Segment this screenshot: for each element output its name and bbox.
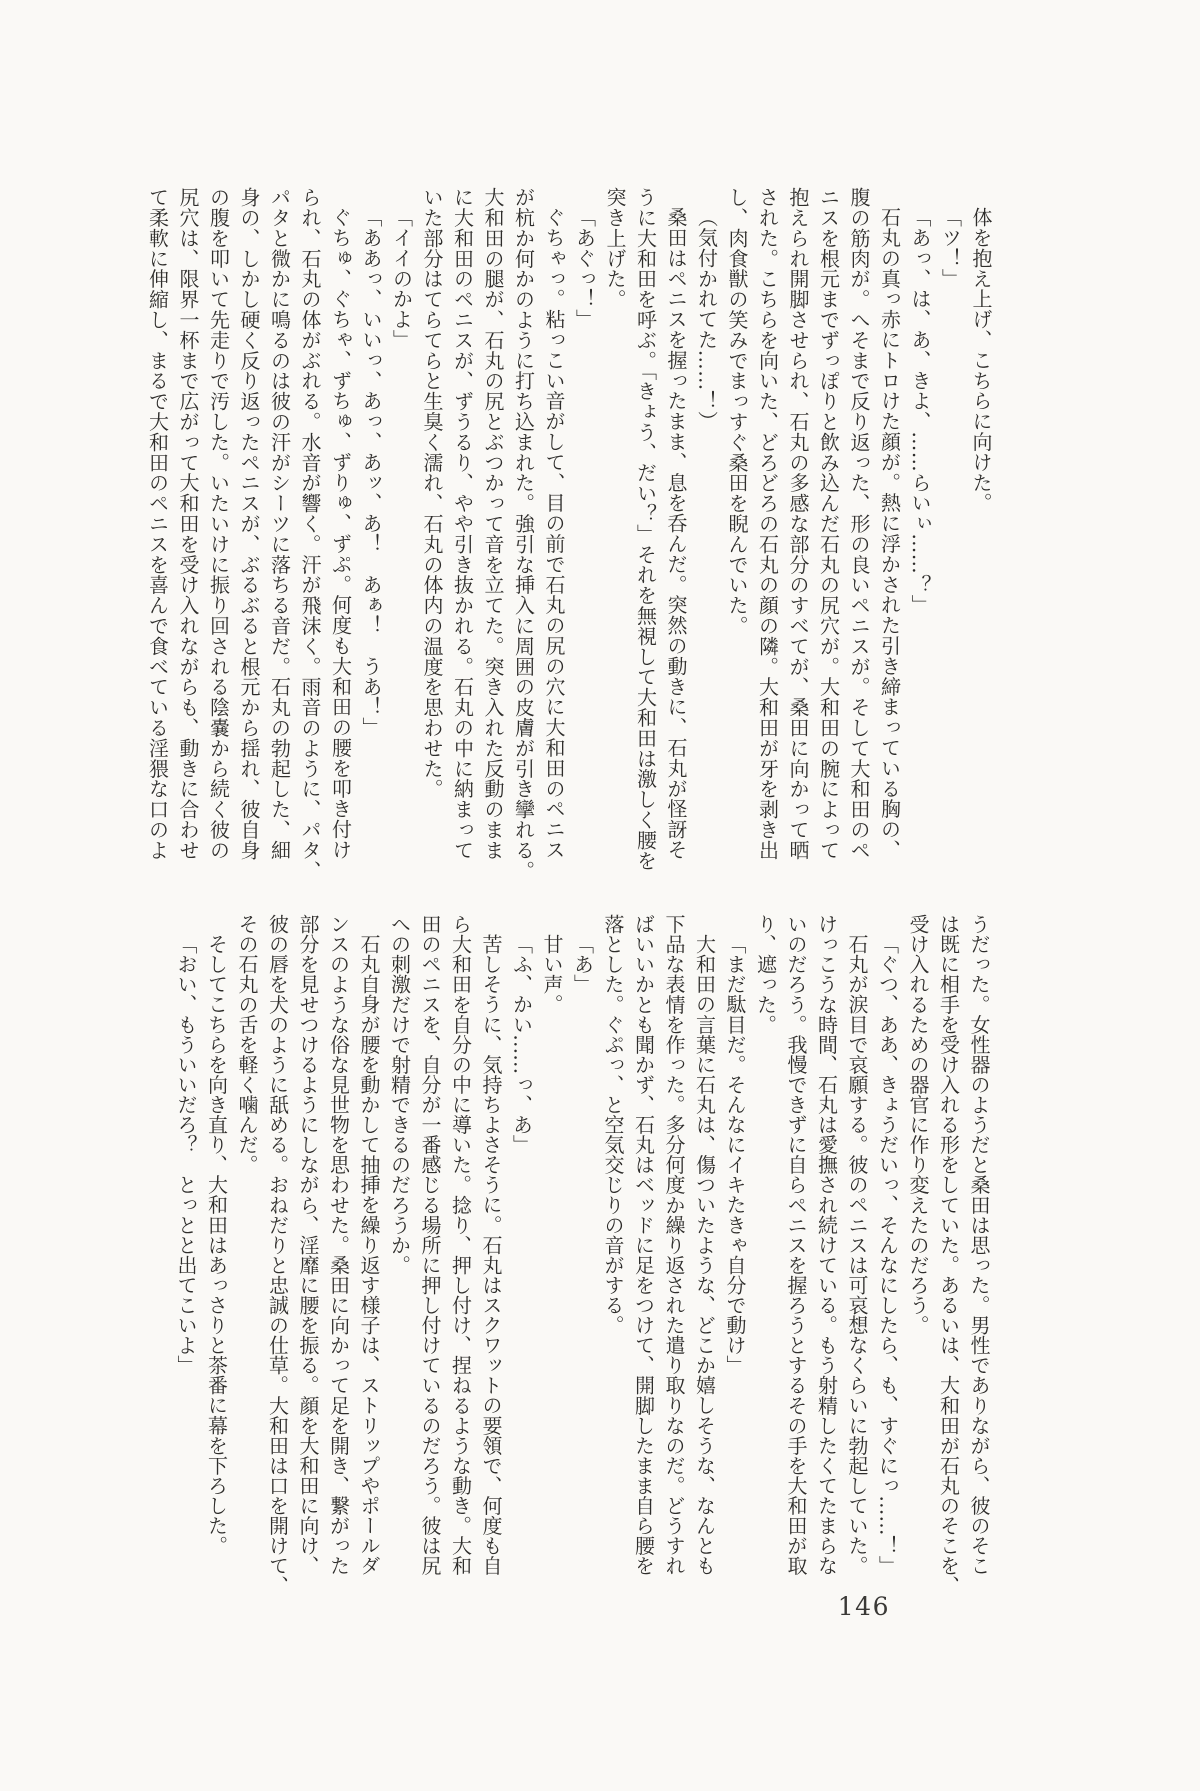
text-column: 「ぐつ、ああ、きょうだいっ、そんなにしたら、も、すぐにっ……！」 [875, 934, 900, 1576]
text-column: そしてこちらを向き直り、大和田はあっさりと茶番に幕を下ろした。 [204, 934, 229, 1556]
text-column: 石丸自身が腰を動かして抽挿を繰り返す様子は、ストリップやポールダ [357, 934, 381, 1576]
text-column: された。こちらを向いた、どろどろの石丸の顔の隣。大和田が牙を剥き出 [755, 187, 780, 861]
text-column: 体を抱え上げ、こちらに向けた。 [969, 207, 993, 513]
text-column: 抱えられ開脚させられ、石丸の多感な部分のすべてが、桑田に向かって晒 [786, 187, 810, 861]
text-column: （気付かれてた……！） [694, 207, 719, 432]
text-block-bottom [171, 914, 995, 1620]
text-column: られ、石丸の体がぶれる。水音が響く。汗が飛沫く。雨音のように、パタ、 [298, 187, 322, 881]
text-column: 腹の筋肉が。へそまで反り返った、形の良いペニスが。そして大和田のペ [847, 187, 871, 861]
text-column: 尻穴は、限界一杯まで広がって大和田を受け入れながらも、動きに合わせ [176, 187, 200, 861]
text-column: 苦しそうに、気持ちよさそうに。石丸はスクワットの要領で、何度も自 [479, 934, 503, 1576]
text-column: 「イイのかよ」 [389, 207, 414, 350]
text-column: が杭か何かのように打ち込まれた。強引な挿入に周囲の皮膚が引き攣れる。 [511, 187, 536, 881]
text-column: いのだろう。我慢できずに自らペニスを握ろうとするその手を大和田が取 [784, 914, 808, 1576]
text-column: ンスのような俗な見世物を思わせた。桑田に向かって足を開き、繋がった [326, 914, 351, 1576]
text-column: し、肉食獣の笑みでまっすぐ桑田を睨んでいた。 [725, 187, 749, 636]
text-column: 石丸が涙目で哀願する。彼のペニスは可哀想なくらいに勃起していた。 [845, 934, 869, 1576]
text-column: への刺激だけで射精できるのだろうか。 [387, 914, 412, 1275]
text-column: 大和田の腿が、石丸の尻とぶつかって音を立てた。突き入れた反動のまま [481, 187, 505, 861]
text-column: ら大和田を自分の中に導いた。捻り、押し付け、捏ねるような動き。大和 [448, 914, 473, 1576]
text-column: 石丸の真っ赤にトロけた顔が。熱に浮かされた引き締まっている胸の、 [877, 207, 902, 860]
page-number: 146 [837, 1592, 890, 1621]
text-column: 受け入れるための器官に作り変えたのだろう。 [906, 914, 930, 1336]
text-column: ぐちゃっ。粘っこい音がして、目の前で石丸の尻の穴に大和田のペニス [542, 207, 566, 860]
text-column: ぐちゅ、ぐちゃ、ずちゅ、ずりゅ、ずぷ。何度も大和田の腰を叩き付け [328, 207, 353, 860]
text-column: の腹を叩いて先走りで汚した。いたいけに振り回される陰嚢から続く彼の [206, 187, 231, 861]
text-column: ニスを根元までずっぽりと飲み込んだ石丸の尻穴が。大和田の腕によって [816, 187, 841, 861]
text-column: 「あっ、は、あ、きよ、……らいぃ……？」 [908, 207, 932, 615]
text-column: 身の、しかし硬く反り返ったペニスが、ぶるぶると根元から揺れ、彼自身 [237, 187, 261, 861]
text-column: 突き上げた。 [603, 187, 627, 310]
text-column: その石丸の舌を軽く噛んだ。 [235, 914, 259, 1175]
text-column: 田のペニスを、自分が一番感じる場所に押し付けているのだろう。彼は尻 [418, 914, 442, 1576]
text-column: 落とした。ぐぷっ、と空気交じりの音がする。 [601, 914, 625, 1336]
text-column: 「まだ駄目だ。そんなにイキたきゃ自分で動け」 [723, 934, 747, 1376]
text-column: て柔軟に伸縮し、まるで大和田のペニスを喜んで食べている淫猥な口のよ [145, 187, 170, 861]
text-column: ばいいかとも聞かず、石丸はベッドに足をつけて、開脚したまま自ら腰を [631, 914, 656, 1576]
text-column: 「おい、もういいだろ？ とっとと出てこいよ」 [174, 934, 198, 1376]
text-column: 部分を見せつけるようにしながら、淫靡に腰を振る。顔を大和田に向け、 [296, 914, 320, 1576]
text-column: 「あ」 [570, 934, 595, 995]
text-column: に大和田のペニスが、ずうるり、やや引き抜かれる。石丸の中に納まって [450, 187, 475, 861]
text-column: いた部分はてらてらと生臭く濡れ、石丸の体内の温度を思わせた。 [420, 187, 444, 799]
text-column: 「ふ、かい……っ、あ」 [509, 934, 534, 1155]
text-column: 「ツ！」 [938, 207, 963, 289]
text-column: 甘い声。 [540, 934, 564, 1015]
text-block-top [142, 187, 996, 899]
text-column: り、遮った。 [753, 914, 778, 1035]
text-column: 「あぐっ！」 [572, 207, 597, 330]
text-column: 「ああっ、いいっ、あっ、あッ、あ！ あぁ！ うあ！」 [359, 207, 383, 738]
text-column: けっこうな時間、石丸は愛撫され続けている。もう射精したくてたまらな [814, 914, 839, 1576]
text-column: 彼の唇を犬のように舐める。おねだりと忠誠の仕草。大和田は口を開けて、 [265, 914, 290, 1596]
text-column: 桑田はペニスを握ったまま、息を呑んだ。突然の動きに、石丸が怪訝そ [664, 207, 688, 860]
text-column: パタと微かに鳴るのは彼の汗がシーツに落ちる音だ。石丸の勃起した、細 [267, 187, 292, 861]
text-column: 大和田の言葉に石丸は、傷ついたような、どこか嬉しそうな、なんとも [692, 934, 717, 1576]
text-column: 下品な表情を作った。多分何度か繰り返された遣り取りなのだ。どうすれ [662, 914, 686, 1576]
text-column: うだった。女性器のようだと桑田は思った。男性でありながら、彼のそこ [967, 914, 991, 1576]
text-column: は既に相手を受け入れる形をしていた。あるいは、大和田が石丸のそこを、 [936, 914, 961, 1596]
text-column: うに大和田を呼ぶ。「きょう、だい？」それを無視して大和田は激しく腰を [633, 187, 658, 871]
